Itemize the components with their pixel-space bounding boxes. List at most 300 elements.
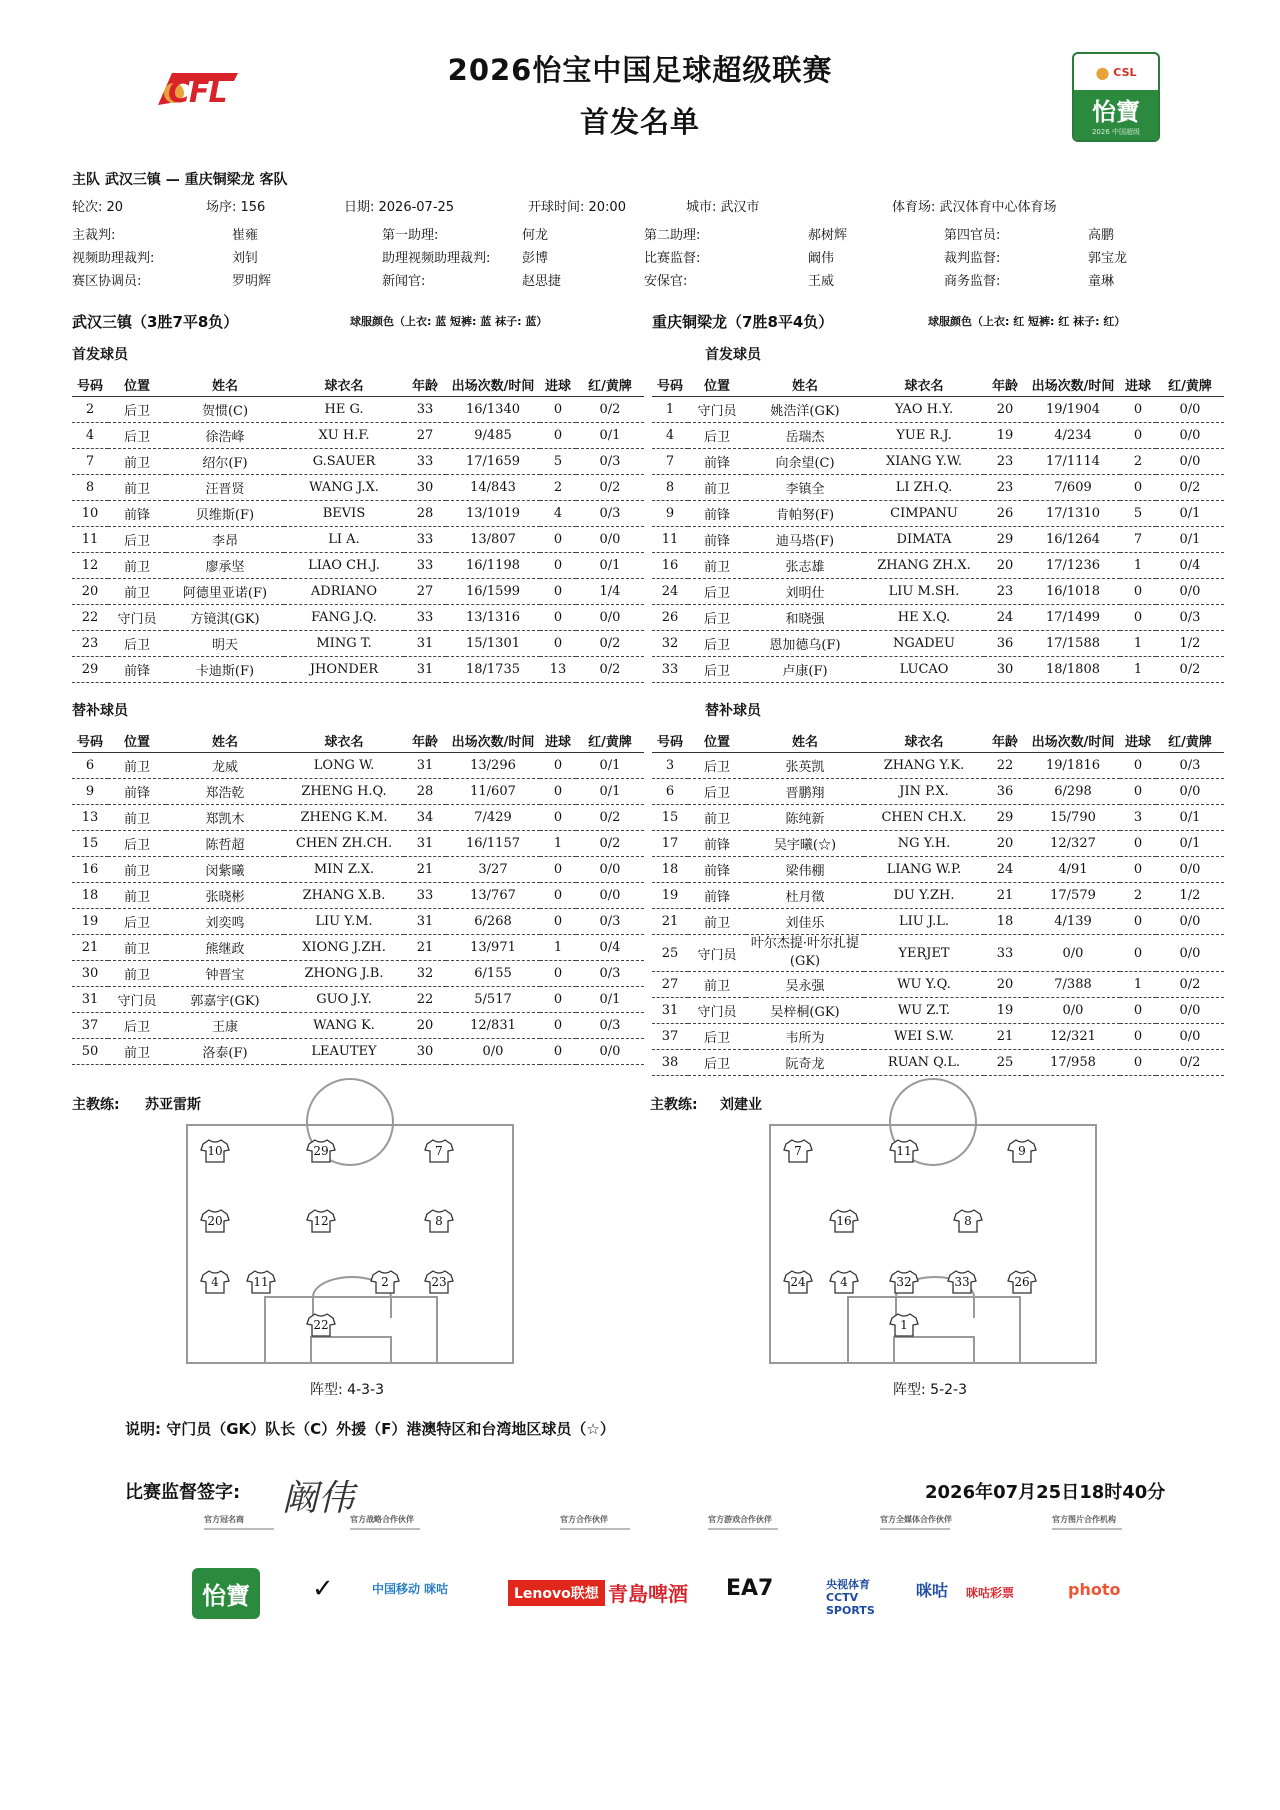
table-cell: 0: [1120, 605, 1156, 631]
table-cell: 刘佳乐: [746, 909, 864, 935]
column-header: 姓名: [746, 728, 864, 753]
official-name: 崔雍: [232, 228, 259, 243]
table-cell: 20: [72, 579, 108, 605]
table-row: [72, 1013, 644, 1039]
table-cell: 33: [984, 935, 1026, 972]
table-row: [652, 449, 1224, 475]
table-cell: 张晓彬: [166, 883, 284, 909]
table-cell: LIU J.L.: [864, 909, 984, 935]
table-cell: 1: [1120, 553, 1156, 579]
table-cell: 15/1301: [446, 631, 540, 657]
table-cell: 26: [984, 501, 1026, 527]
table-cell: 0: [540, 527, 576, 553]
table-cell: 后卫: [108, 631, 166, 657]
table-cell: XU H.F.: [284, 423, 404, 449]
table-cell: 阿德里亚诺(F): [166, 579, 284, 605]
table-cell: 梁伟棚: [746, 857, 864, 883]
table-cell: 19: [72, 909, 108, 935]
official-name: 赵思捷: [522, 274, 562, 289]
table-cell: 前卫: [108, 805, 166, 831]
table-cell: 0: [540, 805, 576, 831]
jersey-number: 23: [431, 1275, 447, 1289]
table-cell: 0: [540, 1039, 576, 1065]
table-cell: 卡迪斯(F): [166, 657, 284, 683]
official-role: 安保官:: [644, 274, 688, 289]
table-row: [652, 753, 1224, 779]
table-cell: 陈哲超: [166, 831, 284, 857]
table-cell: JHONDER: [284, 657, 404, 683]
sponsor-category-label: 官方图片合作机构: [1052, 1515, 1116, 1524]
table-cell: 钟晋宝: [166, 961, 284, 987]
table-row: [652, 605, 1224, 631]
home-starters-table: [72, 372, 644, 683]
table-row: [652, 501, 1224, 527]
column-header: 进球: [1120, 728, 1156, 753]
table-row: [72, 579, 644, 605]
jersey-number: 8: [964, 1214, 972, 1228]
table-row: [652, 805, 1224, 831]
table-cell: 24: [984, 605, 1026, 631]
table-cell: 后卫: [688, 657, 746, 683]
table-cell: 0/2: [576, 397, 644, 423]
table-cell: 16/1340: [446, 397, 540, 423]
table-cell: 守门员: [108, 987, 166, 1013]
table-row: [652, 475, 1224, 501]
table-cell: 31: [404, 631, 446, 657]
table-cell: 0/3: [576, 449, 644, 475]
home-coach-name: 苏亚雷斯: [145, 1097, 201, 1113]
jersey-number: 11: [896, 1144, 912, 1158]
table-cell: 0: [540, 605, 576, 631]
sponsor-logo: 怡寶: [192, 1568, 260, 1619]
table-cell: 前锋: [688, 527, 746, 553]
table-cell: 20: [404, 1013, 446, 1039]
official-role: 商务监督:: [944, 274, 1001, 289]
table-cell: 16: [72, 857, 108, 883]
table-cell: 11: [652, 527, 688, 553]
table-row: [652, 972, 1224, 998]
table-cell: 0: [540, 909, 576, 935]
table-cell: 23: [984, 475, 1026, 501]
jersey-number: 33: [954, 1275, 970, 1289]
table-cell: 36: [984, 631, 1026, 657]
table-cell: 29: [984, 805, 1026, 831]
table-cell: 徐浩峰: [166, 423, 284, 449]
table-cell: 前卫: [688, 475, 746, 501]
table-cell: GUO J.Y.: [284, 987, 404, 1013]
table-cell: 吴永强: [746, 972, 864, 998]
table-cell: HE G.: [284, 397, 404, 423]
away-kit-colors: 球服颜色（上衣: 红 短裤: 红 袜子: 红）: [928, 315, 1126, 328]
table-cell: CHEN ZH.CH.: [284, 831, 404, 857]
table-cell: 21: [404, 935, 446, 961]
table-cell: 熊继政: [166, 935, 284, 961]
official-name: 阚伟: [808, 251, 835, 266]
column-header: 出场次数/时间: [446, 372, 540, 397]
table-cell: 13: [540, 657, 576, 683]
table-row: [72, 987, 644, 1013]
table-cell: 恩加德乌(F): [746, 631, 864, 657]
kickoff-time: 开球时间: 20:00: [528, 200, 626, 215]
table-cell: YERJET: [864, 935, 984, 972]
column-header: 球衣名: [864, 728, 984, 753]
table-cell: 后卫: [688, 779, 746, 805]
away-subs-table: [652, 728, 1224, 1076]
table-cell: 郭嘉宇(GK): [166, 987, 284, 1013]
jersey-icon: [424, 1138, 454, 1164]
table-cell: 绍尔(F): [166, 449, 284, 475]
table-cell: 6: [72, 753, 108, 779]
page-title: 2026怡宝中国足球超级联赛: [447, 53, 833, 87]
table-row: [72, 553, 644, 579]
table-row: [72, 805, 644, 831]
table-cell: 4: [72, 423, 108, 449]
table-cell: 明天: [166, 631, 284, 657]
table-cell: 0/4: [576, 935, 644, 961]
column-header: 红/黄牌: [1156, 372, 1224, 397]
away-team-record: 重庆铜梁龙（7胜8平4负）: [652, 313, 834, 331]
table-cell: 0/1: [576, 987, 644, 1013]
table-cell: 9/485: [446, 423, 540, 449]
table-cell: 0: [1120, 1050, 1156, 1076]
table-cell: 19: [984, 998, 1026, 1024]
table-cell: 13/971: [446, 935, 540, 961]
table-cell: 0: [540, 397, 576, 423]
table-cell: 19/1904: [1026, 397, 1120, 423]
table-row: [652, 1024, 1224, 1050]
table-cell: 0/1: [576, 553, 644, 579]
table-row: [652, 883, 1224, 909]
jersey-number: 29: [313, 1144, 329, 1158]
table-cell: 8: [72, 475, 108, 501]
table-cell: 0/0: [576, 883, 644, 909]
table-cell: 7: [1120, 527, 1156, 553]
table-cell: 31: [404, 831, 446, 857]
table-cell: 25: [984, 1050, 1026, 1076]
table-row: [72, 831, 644, 857]
csl-logo-text: CSL: [1113, 65, 1137, 79]
table-cell: 刘奕鸣: [166, 909, 284, 935]
sponsor-logo: EA7: [726, 1576, 774, 1601]
table-row: [652, 779, 1224, 805]
table-cell: 0: [540, 553, 576, 579]
table-cell: 7/609: [1026, 475, 1120, 501]
table-row: [652, 657, 1224, 683]
sponsor-label-underline: [204, 1528, 274, 1530]
table-cell: 18: [652, 857, 688, 883]
table-cell: 31: [652, 998, 688, 1024]
jersey-number: 1: [900, 1318, 908, 1332]
table-cell: 前锋: [108, 501, 166, 527]
table-cell: 1: [652, 397, 688, 423]
table-cell: 0/1: [576, 779, 644, 805]
table-cell: BEVIS: [284, 501, 404, 527]
table-cell: 29: [72, 657, 108, 683]
official-role: 新闻官:: [382, 274, 426, 289]
table-row: [72, 657, 644, 683]
table-row: [72, 501, 644, 527]
table-cell: 守门员: [688, 397, 746, 423]
table-cell: 34: [404, 805, 446, 831]
table-cell: 3/27: [446, 857, 540, 883]
jersey-icon: [829, 1208, 859, 1234]
table-cell: 29: [984, 527, 1026, 553]
table-row: [72, 1039, 644, 1065]
table-cell: 6/268: [446, 909, 540, 935]
table-cell: 肯帕努(F): [746, 501, 864, 527]
table-cell: 前卫: [688, 805, 746, 831]
table-cell: 0: [1120, 998, 1156, 1024]
table-cell: 4: [652, 423, 688, 449]
table-cell: 4/234: [1026, 423, 1120, 449]
sign-datetime: 2026年07月25日18时40分: [925, 1482, 1166, 1503]
table-cell: 9: [72, 779, 108, 805]
sponsor-logo: Lenovo联想: [508, 1580, 605, 1606]
table-cell: 0/3: [576, 501, 644, 527]
csl-brand: 怡寶: [1074, 90, 1158, 140]
table-cell: LIAO CH.J.: [284, 553, 404, 579]
table-cell: 0/2: [576, 631, 644, 657]
table-cell: 吴宇曦(☆): [746, 831, 864, 857]
column-header: 红/黄牌: [1156, 728, 1224, 753]
home-subs-table: [72, 728, 644, 1065]
table-cell: 3: [1120, 805, 1156, 831]
table-cell: 2: [72, 397, 108, 423]
table-cell: 15: [652, 805, 688, 831]
table-cell: 6/298: [1026, 779, 1120, 805]
table-cell: 16/1599: [446, 579, 540, 605]
jersey-number: 11: [253, 1275, 269, 1289]
table-cell: WU Y.Q.: [864, 972, 984, 998]
table-cell: 16/1018: [1026, 579, 1120, 605]
table-cell: 0/1: [1156, 527, 1224, 553]
sponsor-category-label: 官方战略合作伙伴: [350, 1515, 414, 1524]
jersey-icon: [829, 1269, 859, 1295]
sponsor-category-label: 官方游戏合作伙伴: [708, 1515, 772, 1524]
table-row: [652, 1050, 1224, 1076]
table-cell: 32: [652, 631, 688, 657]
column-header: 出场次数/时间: [1026, 728, 1120, 753]
table-cell: JIN P.X.: [864, 779, 984, 805]
table-cell: RUAN Q.L.: [864, 1050, 984, 1076]
table-cell: 岳瑞杰: [746, 423, 864, 449]
sponsor-label-underline: [880, 1528, 950, 1530]
table-cell: 6/155: [446, 961, 540, 987]
home-starters-label: 首发球员: [72, 347, 128, 363]
table-cell: 33: [404, 605, 446, 631]
official-name: 彭博: [522, 251, 549, 266]
table-cell: 32: [404, 961, 446, 987]
table-cell: 0: [540, 1013, 576, 1039]
away-coach-name: 刘建业: [720, 1097, 762, 1113]
match-date: 日期: 2026-07-25: [344, 200, 455, 215]
table-cell: 0/3: [1156, 605, 1224, 631]
table-cell: 前锋: [108, 779, 166, 805]
official-role: 视频助理裁判:: [72, 251, 155, 266]
table-cell: ZHANG Y.K.: [864, 753, 984, 779]
table-cell: NGADEU: [864, 631, 984, 657]
table-row: [72, 935, 644, 961]
away-coach-label: 主教练:: [650, 1097, 698, 1113]
table-cell: 17/1310: [1026, 501, 1120, 527]
table-cell: 27: [404, 579, 446, 605]
jersey-icon: [306, 1208, 336, 1234]
table-cell: LUCAO: [864, 657, 984, 683]
table-cell: 36: [984, 779, 1026, 805]
table-row: [652, 579, 1224, 605]
match-no: 场序: 156: [206, 200, 266, 215]
table-row: [652, 553, 1224, 579]
table-cell: 33: [404, 449, 446, 475]
table-cell: 0/1: [1156, 831, 1224, 857]
page-subtitle: 首发名单: [579, 105, 700, 139]
table-row: [72, 779, 644, 805]
official-name: 王威: [808, 274, 835, 289]
table-cell: 25: [652, 935, 688, 972]
table-cell: 0/3: [576, 961, 644, 987]
table-cell: 2: [540, 475, 576, 501]
table-cell: 9: [652, 501, 688, 527]
city: 城市: 武汉市: [686, 200, 760, 215]
table-cell: 陈纯新: [746, 805, 864, 831]
official-role: 助理视频助理裁判:: [382, 251, 491, 266]
table-cell: WEI S.W.: [864, 1024, 984, 1050]
table-row: [72, 631, 644, 657]
table-cell: 16/1198: [446, 553, 540, 579]
table-cell: 后卫: [688, 423, 746, 449]
table-cell: 21: [652, 909, 688, 935]
table-cell: 杜月徵: [746, 883, 864, 909]
table-cell: 后卫: [688, 1024, 746, 1050]
table-cell: 16/1157: [446, 831, 540, 857]
official-role: 第二助理:: [644, 228, 701, 243]
table-cell: 闵紫曦: [166, 857, 284, 883]
table-cell: 卢康(F): [746, 657, 864, 683]
table-cell: 0/0: [446, 1039, 540, 1065]
table-cell: 0: [1120, 779, 1156, 805]
table-row: [72, 449, 644, 475]
table-cell: 1: [1120, 657, 1156, 683]
table-cell: 守门员: [688, 935, 746, 972]
jersey-icon: [424, 1269, 454, 1295]
table-cell: 4: [540, 501, 576, 527]
table-cell: LIU Y.M.: [284, 909, 404, 935]
table-cell: 38: [652, 1050, 688, 1076]
teams-line: 主队 武汉三镇 — 重庆铜梁龙 客队: [72, 172, 288, 188]
home-kit-colors: 球服颜色（上衣: 蓝 短裤: 蓝 袜子: 蓝）: [350, 315, 548, 328]
table-cell: 27: [652, 972, 688, 998]
table-cell: 郑浩乾: [166, 779, 284, 805]
table-row: [652, 857, 1224, 883]
column-header: 球衣名: [284, 372, 404, 397]
table-cell: 0/0: [1156, 935, 1224, 972]
table-cell: 19: [652, 883, 688, 909]
table-cell: 0/0: [1156, 1024, 1224, 1050]
table-cell: 21: [404, 857, 446, 883]
sponsor-category-label: 官方全媒体合作伙伴: [880, 1515, 952, 1524]
table-row: [72, 423, 644, 449]
table-cell: CHEN CH.X.: [864, 805, 984, 831]
table-cell: 5/517: [446, 987, 540, 1013]
column-header: 位置: [108, 372, 166, 397]
table-cell: CIMPANU: [864, 501, 984, 527]
table-cell: 0/0: [1156, 449, 1224, 475]
round: 轮次: 20: [72, 200, 124, 215]
table-cell: 守门员: [108, 605, 166, 631]
table-cell: 0: [540, 579, 576, 605]
sponsor-label-underline: [350, 1528, 420, 1530]
table-cell: 0: [1120, 397, 1156, 423]
table-cell: 15: [72, 831, 108, 857]
table-cell: 0: [540, 857, 576, 883]
table-cell: 0/2: [576, 805, 644, 831]
column-header: 号码: [652, 728, 688, 753]
table-cell: 0/0: [1156, 423, 1224, 449]
table-cell: 0: [540, 961, 576, 987]
table-cell: 龙威: [166, 753, 284, 779]
table-cell: 0/0: [1156, 779, 1224, 805]
table-cell: 20: [984, 553, 1026, 579]
column-header: 姓名: [166, 728, 284, 753]
table-cell: 24: [652, 579, 688, 605]
jersey-icon: [424, 1208, 454, 1234]
table-cell: 14/843: [446, 475, 540, 501]
table-cell: 张志雄: [746, 553, 864, 579]
table-cell: 守门员: [688, 998, 746, 1024]
table-cell: 12/831: [446, 1013, 540, 1039]
table-cell: 1: [1120, 972, 1156, 998]
table-cell: 后卫: [108, 397, 166, 423]
table-row: [72, 857, 644, 883]
table-cell: 19: [984, 423, 1026, 449]
table-cell: 李镇全: [746, 475, 864, 501]
table-cell: YAO H.Y.: [864, 397, 984, 423]
table-cell: 后卫: [108, 831, 166, 857]
table-cell: 37: [72, 1013, 108, 1039]
table-cell: 叶尔杰提·叶尔扎提(GK): [746, 935, 864, 972]
table-cell: 18/1808: [1026, 657, 1120, 683]
table-cell: 23: [72, 631, 108, 657]
sponsor-logo: ✓: [312, 1574, 334, 1604]
table-cell: 0: [540, 883, 576, 909]
jersey-icon: [889, 1312, 919, 1338]
table-cell: 前卫: [688, 909, 746, 935]
jersey-icon: [953, 1208, 983, 1234]
column-header: 进球: [540, 372, 576, 397]
away-formation-label: 阵型: 5-2-3: [893, 1382, 967, 1398]
table-cell: 33: [404, 883, 446, 909]
table-cell: MIN Z.X.: [284, 857, 404, 883]
table-cell: 0/0: [1156, 397, 1224, 423]
sponsor-label-underline: [1052, 1528, 1122, 1530]
table-cell: 前卫: [108, 935, 166, 961]
jersey-icon: [889, 1269, 919, 1295]
away-starters-label: 首发球员: [705, 347, 761, 363]
sponsor-logo: photo: [1068, 1580, 1121, 1599]
official-name: 郝树辉: [808, 228, 848, 243]
table-cell: FANG J.Q.: [284, 605, 404, 631]
column-header: 球衣名: [284, 728, 404, 753]
table-cell: 李昂: [166, 527, 284, 553]
table-cell: 13/1019: [446, 501, 540, 527]
table-cell: ZHANG X.B.: [284, 883, 404, 909]
table-cell: 10: [72, 501, 108, 527]
table-cell: 11/607: [446, 779, 540, 805]
jersey-number: 4: [211, 1275, 219, 1289]
column-header: 年龄: [404, 372, 446, 397]
jersey-number: 22: [313, 1318, 329, 1332]
table-cell: 前卫: [688, 553, 746, 579]
